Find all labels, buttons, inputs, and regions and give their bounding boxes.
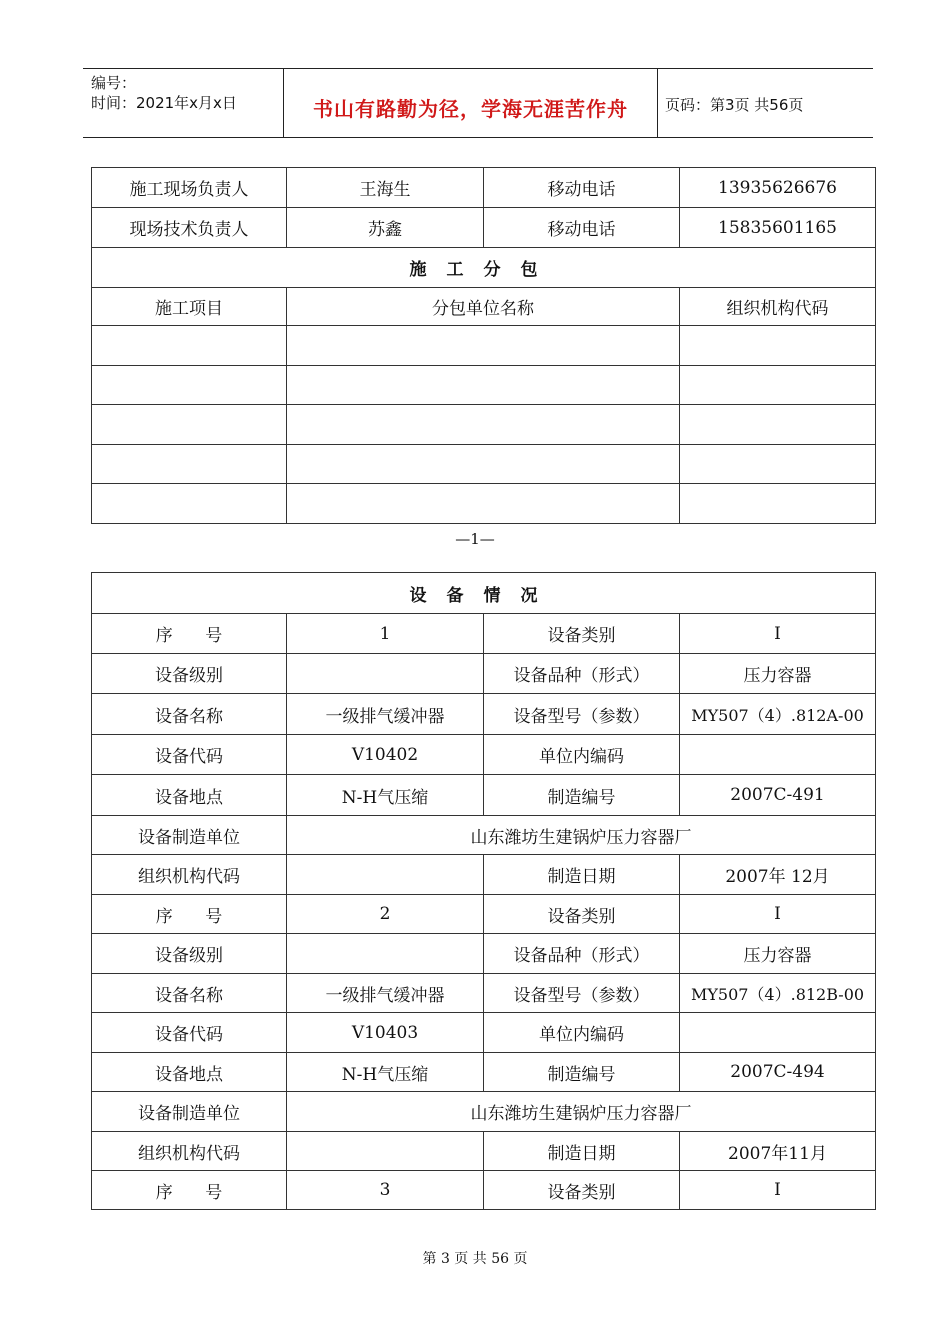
header-page-info: 页码：第3页 共56页 xyxy=(665,96,804,114)
page-header xyxy=(83,68,873,138)
seq-label: 序 号 xyxy=(92,1171,287,1210)
header-left xyxy=(83,69,283,137)
table-row xyxy=(92,326,876,366)
header-motto: 书山有路勤为径，学海无涯苦作舟 xyxy=(313,97,628,121)
table-row xyxy=(92,484,876,524)
section-title-row xyxy=(92,248,876,288)
location-label: 设备地点 xyxy=(92,1053,287,1092)
category-label: 设备类别 xyxy=(484,1171,680,1210)
category-value: Ⅰ xyxy=(680,895,876,934)
category-label: 设备类别 xyxy=(484,614,680,654)
location-value: N-H气压缩 xyxy=(287,775,484,816)
empty-cell xyxy=(92,366,287,405)
internal-code-label: 单位内编码 xyxy=(484,1013,680,1053)
code-label: 设备代码 xyxy=(92,735,287,775)
empty-cell xyxy=(287,326,680,366)
name-label: 设备名称 xyxy=(92,694,287,735)
page-marker: —1— xyxy=(455,530,495,548)
column-header: 组织机构代码 xyxy=(680,288,876,326)
table-row xyxy=(92,614,876,654)
table-row xyxy=(92,654,876,694)
category-label: 设备类别 xyxy=(484,895,680,934)
code-value: V10402 xyxy=(287,735,484,775)
table-row xyxy=(92,974,876,1013)
empty-cell xyxy=(92,326,287,366)
contact-role: 现场技术负责人 xyxy=(92,208,287,248)
seq-value: 2 xyxy=(287,895,484,934)
doc-date: 时间：2021年x月x日 xyxy=(91,94,237,112)
seq-label: 序 号 xyxy=(92,895,287,934)
empty-cell xyxy=(287,484,680,524)
variety-label: 设备品种（形式） xyxy=(484,654,680,694)
empty-cell xyxy=(92,405,287,445)
table-row xyxy=(92,694,876,735)
level-label: 设备级别 xyxy=(92,934,287,974)
org-code-value xyxy=(287,855,484,895)
variety-value: 压力容器 xyxy=(680,654,876,694)
table-row xyxy=(92,895,876,934)
table-row xyxy=(92,208,876,248)
contact-phone-label: 移动电话 xyxy=(484,168,680,208)
contact-role: 施工现场负责人 xyxy=(92,168,287,208)
code-label: 设备代码 xyxy=(92,1013,287,1053)
empty-cell xyxy=(92,445,287,484)
doc-number-label: 编号： xyxy=(91,74,137,92)
internal-code-value xyxy=(680,1013,876,1053)
location-value: N-H气压缩 xyxy=(287,1053,484,1092)
maker-value: 山东潍坊生建锅炉压力容器厂 xyxy=(287,816,876,855)
mfg-date-label: 制造日期 xyxy=(484,855,680,895)
subcontract-title: 施工分包 xyxy=(92,248,876,288)
empty-cell xyxy=(680,366,876,405)
location-label: 设备地点 xyxy=(92,775,287,816)
section-title-row xyxy=(92,573,876,614)
serial-value: 2007C-491 xyxy=(680,775,876,816)
model-value: MY507（4）.812A-00 xyxy=(680,694,876,735)
column-header: 施工项目 xyxy=(92,288,287,326)
empty-cell xyxy=(680,445,876,484)
empty-cell xyxy=(287,405,680,445)
contacts-subcontract-table xyxy=(91,167,876,524)
column-header: 分包单位名称 xyxy=(287,288,680,326)
serial-label: 制造编号 xyxy=(484,775,680,816)
table-row xyxy=(92,855,876,895)
variety-label: 设备品种（形式） xyxy=(484,934,680,974)
equipment-title: 设备情况 xyxy=(92,573,876,614)
page-footer: 第 3 页 共 56 页 xyxy=(422,1251,528,1267)
table-row xyxy=(92,1053,876,1092)
table-row xyxy=(92,445,876,484)
header-center xyxy=(283,69,658,137)
name-label: 设备名称 xyxy=(92,974,287,1013)
mfg-date-label: 制造日期 xyxy=(484,1132,680,1171)
contact-name: 苏鑫 xyxy=(287,208,484,248)
table-header-row xyxy=(92,288,876,326)
table-row xyxy=(92,775,876,816)
maker-label: 设备制造单位 xyxy=(92,1092,287,1132)
maker-value: 山东潍坊生建锅炉压力容器厂 xyxy=(287,1092,876,1132)
empty-cell xyxy=(287,445,680,484)
table-row xyxy=(92,1132,876,1171)
equipment-table xyxy=(91,572,876,1210)
model-value: MY507（4）.812B-00 xyxy=(680,974,876,1013)
seq-label: 序 号 xyxy=(92,614,287,654)
empty-cell xyxy=(92,484,287,524)
seq-value: 3 xyxy=(287,1171,484,1210)
name-value: 一级排气缓冲器 xyxy=(287,974,484,1013)
seq-value: 1 xyxy=(287,614,484,654)
model-label: 设备型号（参数） xyxy=(484,694,680,735)
serial-value: 2007C-494 xyxy=(680,1053,876,1092)
mfg-date-value: 2007年11月 xyxy=(680,1132,876,1171)
internal-code-value xyxy=(680,735,876,775)
header-right xyxy=(657,69,873,137)
category-value: Ⅰ xyxy=(680,614,876,654)
model-label: 设备型号（参数） xyxy=(484,974,680,1013)
serial-label: 制造编号 xyxy=(484,1053,680,1092)
level-value xyxy=(287,934,484,974)
contact-name: 王海生 xyxy=(287,168,484,208)
table-row xyxy=(92,1092,876,1132)
empty-cell xyxy=(680,405,876,445)
empty-cell xyxy=(287,366,680,405)
org-code-label: 组织机构代码 xyxy=(92,1132,287,1171)
contact-phone-label: 移动电话 xyxy=(484,208,680,248)
empty-cell xyxy=(680,484,876,524)
category-value: Ⅰ xyxy=(680,1171,876,1210)
contact-phone: 13935626676 xyxy=(680,168,876,208)
table-row xyxy=(92,934,876,974)
contact-phone: 15835601165 xyxy=(680,208,876,248)
table-row xyxy=(92,366,876,405)
level-label: 设备级别 xyxy=(92,654,287,694)
org-code-value xyxy=(287,1132,484,1171)
maker-label: 设备制造单位 xyxy=(92,816,287,855)
table-row xyxy=(92,816,876,855)
internal-code-label: 单位内编码 xyxy=(484,735,680,775)
table-row xyxy=(92,1013,876,1053)
code-value: V10403 xyxy=(287,1013,484,1053)
variety-value: 压力容器 xyxy=(680,934,876,974)
name-value: 一级排气缓冲器 xyxy=(287,694,484,735)
empty-cell xyxy=(680,326,876,366)
mfg-date-value: 2007年 12月 xyxy=(680,855,876,895)
table-row xyxy=(92,735,876,775)
level-value xyxy=(287,654,484,694)
table-row xyxy=(92,1171,876,1210)
org-code-label: 组织机构代码 xyxy=(92,855,287,895)
table-row xyxy=(92,405,876,445)
table-row xyxy=(92,168,876,208)
